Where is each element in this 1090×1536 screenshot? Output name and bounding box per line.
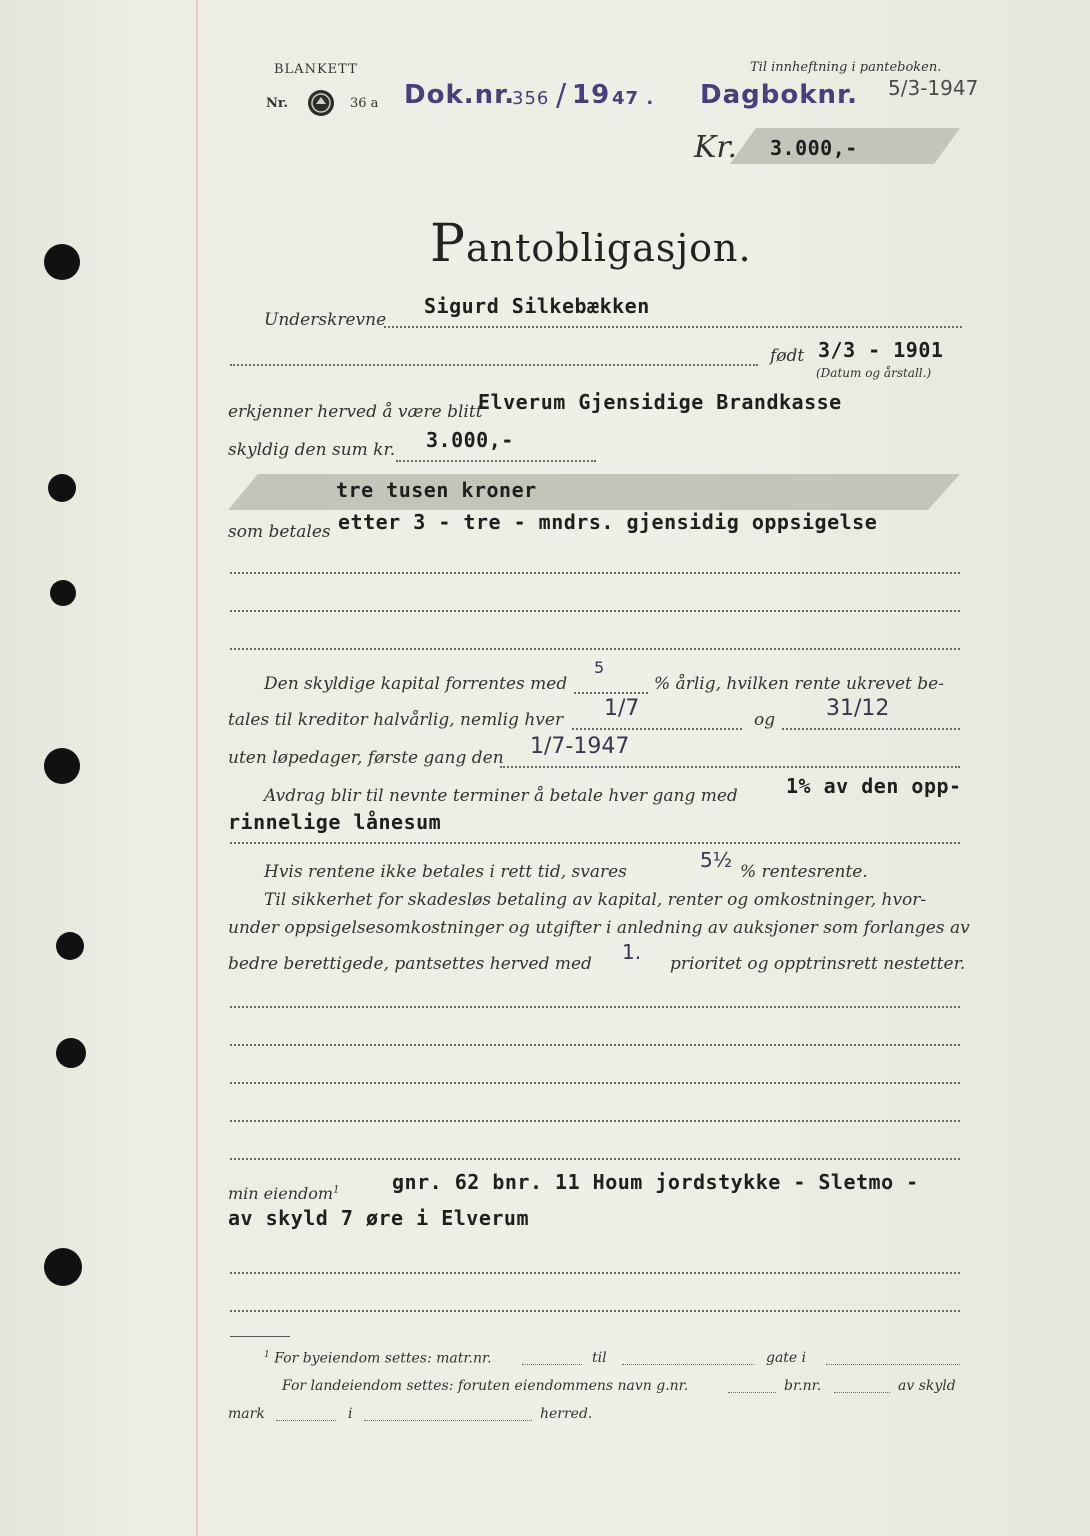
- footnote-dots: [522, 1364, 582, 1365]
- footnote-rule: [230, 1336, 290, 1337]
- punch-hole: [44, 748, 80, 784]
- sikkerhet-line2: under oppsigelsesomkostninger og utgifter i anledning av auksjoner som forlanges av: [228, 918, 970, 938]
- footnote-dots: [834, 1392, 890, 1393]
- prioritet-label: bedre berettigede, pantsettes herved med: [228, 954, 592, 974]
- interest-term2-line: [782, 728, 960, 730]
- blank-line: [230, 1272, 960, 1274]
- interest-line1-a: Den skyldige kapital forrentes med: [264, 674, 568, 694]
- page-title: [430, 214, 752, 274]
- footnote-l3-b: i: [348, 1406, 353, 1422]
- interest-first-line: [500, 766, 960, 768]
- punch-hole: [56, 932, 84, 960]
- eiendom-line1: gnr. 62 bnr. 11 Houm jordstykke - Sletmo -: [392, 1170, 919, 1194]
- punch-hole: [48, 474, 76, 502]
- blank-line: [230, 572, 960, 574]
- header-note: Til innheftning i panteboken.: [750, 60, 942, 75]
- footnote-l2-b: br.nr.: [784, 1378, 822, 1394]
- stamp-dagboknr: Dagboknr.: [700, 80, 859, 110]
- blank-line: [230, 1044, 960, 1046]
- eiendom-label: [228, 1184, 339, 1203]
- fodt-label: født: [770, 346, 805, 366]
- punch-hole: [44, 1248, 82, 1286]
- blank-line: [230, 610, 960, 612]
- amount-value: 3.000,-: [770, 136, 858, 160]
- undersk-value: Sigurd Silkebækken: [424, 294, 650, 318]
- prioritet-tail: prioritet og opptrinsrett nestetter.: [670, 954, 966, 974]
- interest-pct-line: [574, 692, 648, 694]
- footnote-dots: [728, 1392, 776, 1393]
- footnote-l1-a: For byeiendom settes: matr.nr.: [274, 1350, 492, 1367]
- interest-term2: 31/12: [826, 696, 890, 721]
- fodt-value: 3/3 - 1901: [818, 338, 944, 362]
- blank-line: [230, 1082, 960, 1084]
- undersk-label: Underskrevne: [264, 310, 387, 330]
- datum-label: (Datum og årstall.): [816, 366, 932, 380]
- interest-og: og: [754, 710, 776, 730]
- fodt-line: [230, 364, 758, 366]
- footnote-l1-b: til: [592, 1350, 607, 1366]
- avdrag-label: Avdrag blir til nevnte terminer å betale hver gang med: [264, 786, 738, 806]
- skyldig-label: skyldig den sum kr.: [228, 440, 396, 460]
- avdrag-value: 1% av den opp-: [786, 774, 962, 798]
- betales-value: etter 3 - tre - mndrs. gjensidig oppsigelse: [338, 510, 878, 534]
- footnote-dots: [364, 1420, 532, 1421]
- eiendom-footnote-ref: 1: [333, 1184, 340, 1196]
- form-nr-value: 36 a: [350, 96, 379, 111]
- interest-first-date: 1/7-1947: [530, 734, 630, 759]
- interest-term1-line: [572, 728, 742, 730]
- interest-term1: 1/7: [604, 696, 640, 721]
- sikkerhet-line1: Til sikkerhet for skadesløs betaling av kapital, renter og omkostninger, hvor-: [264, 890, 927, 910]
- blank-line: [230, 648, 960, 650]
- stamp-year: 47 .: [612, 88, 655, 109]
- rentes-label: Hvis rentene ikke betales i rett tid, svares: [264, 862, 627, 882]
- interest-pct: 5: [594, 658, 605, 677]
- blank-line: [230, 1158, 960, 1160]
- avdrag-value-cont: rinnelige lånesum: [228, 810, 442, 834]
- blankett-label: BLANKETT: [274, 62, 358, 77]
- footnote-dots: [276, 1420, 336, 1421]
- margin-rule: [196, 0, 198, 1536]
- interest-line2-a: tales til kreditor halvårlig, nemlig hver: [228, 710, 564, 730]
- footnote-l1-c: gate i: [766, 1350, 807, 1366]
- avdrag-line: [230, 842, 960, 844]
- erkj-value: Elverum Gjensidige Brandkasse: [478, 390, 842, 414]
- seal-icon: [306, 88, 336, 118]
- footnote-dots: [622, 1364, 754, 1365]
- punch-hole: [44, 244, 80, 280]
- punch-hole: [50, 580, 76, 606]
- title-initial: P: [430, 214, 466, 274]
- footnote-l2-c: av skyld: [898, 1378, 956, 1394]
- footnote-dots: [826, 1364, 960, 1365]
- skyldig-line: [396, 460, 596, 462]
- stamp-separator: /: [556, 78, 568, 113]
- footnote-l3-c: herred.: [540, 1406, 593, 1422]
- interest-line1-b: % årlig, hvilken rente ukrevet be-: [654, 674, 944, 694]
- blank-line: [230, 1310, 960, 1312]
- footnote-l2-a: For landeiendom settes: foruten eiendommens navn g.nr.: [282, 1378, 689, 1394]
- rentes-value: 5½: [700, 848, 733, 872]
- prioritet-value: 1.: [622, 940, 642, 964]
- words-value: tre tusen kroner: [336, 478, 537, 502]
- header-date: 5/3-1947: [888, 76, 979, 100]
- eiendom-label-text: min eiendom: [228, 1184, 334, 1203]
- stamp-19: 19: [572, 80, 611, 110]
- punch-hole: [56, 1038, 86, 1068]
- footnote-l3-a: mark: [228, 1406, 265, 1422]
- footnote-line1: [264, 1350, 492, 1367]
- rentes-tail: % rentesrente.: [740, 862, 868, 882]
- amount-label: Kr.: [694, 130, 737, 165]
- blank-line: [230, 1006, 960, 1008]
- betales-label: som betales: [228, 522, 331, 542]
- eiendom-line2: av skyld 7 øre i Elverum: [228, 1206, 529, 1230]
- footnote-marker: 1: [264, 1350, 270, 1360]
- erkj-label: erkjenner herved å være blitt: [228, 402, 483, 422]
- skyldig-value: 3.000,-: [426, 428, 514, 452]
- title-rest: antobligasjon.: [466, 226, 752, 270]
- undersk-line: [384, 326, 962, 328]
- form-nr-label: Nr.: [266, 96, 289, 111]
- interest-line3-a: uten løpedager, første gang den: [228, 748, 504, 768]
- stamp-doknr: Dok.nr.: [404, 80, 516, 110]
- stamp-number: 356: [512, 88, 550, 109]
- blank-line: [230, 1120, 960, 1122]
